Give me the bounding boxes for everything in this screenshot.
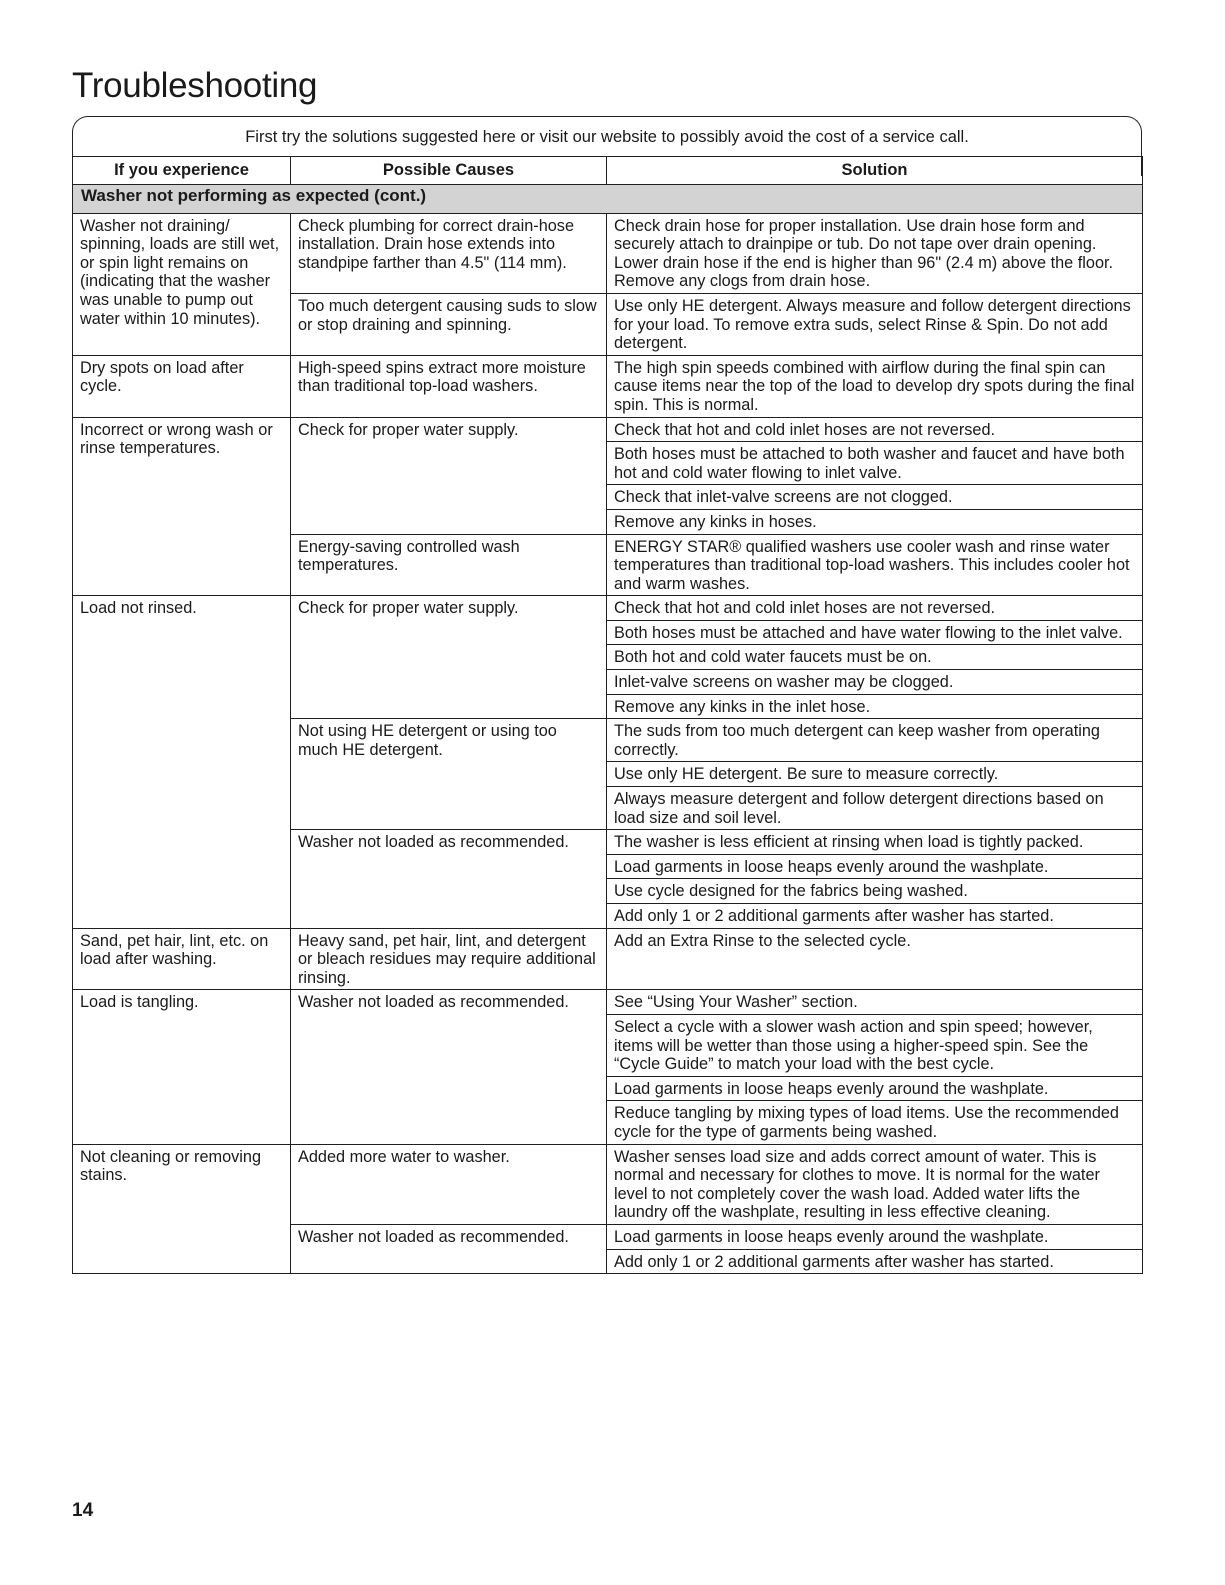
section-title: Washer not performing as expected (cont.) [73,184,1143,213]
experience-cell: Not cleaning or removing stains. [73,1144,291,1274]
cause-cell: Too much detergent causing suds to slow or stop draining and spinning. [291,293,607,355]
experience-cell: Sand, pet hair, lint, etc. on load after washing. [73,928,291,990]
solution-cell: Load garments in loose heaps evenly around the washplate. [607,854,1143,879]
table-row [73,1144,1143,1224]
cause-cell: Not using HE detergent or using too much HE detergent. [291,719,607,830]
cause-cell: Energy-saving controlled wash temperatures. [291,534,607,596]
solution-cell: Add only 1 or 2 additional garments after washer has started. [607,1249,1143,1274]
solution-cell: Washer senses load size and adds correct amount of water. This is normal and necessary for clothes to move. It is normal for the water level to not completely cover the wash load. Added water lifts the laundry off the washplate, resulting in less effective cleaning. [607,1144,1143,1224]
solution-cell: See “Using Your Washer” section. [607,990,1143,1015]
header-row [73,157,1143,185]
solution-cell: Check that hot and cold inlet hoses are not reversed. [607,596,1143,621]
solution-cell: Both hoses must be attached to both washer and faucet and have both hot and cold water flowing to inlet valve. [607,442,1143,485]
cause-cell: Check for proper water supply. [291,417,607,534]
header-causes: Possible Causes [291,157,607,185]
cause-cell: Check plumbing for correct drain-hose installation. Drain hose extends into standpipe farther than 4.5" (114 mm). [291,213,607,293]
solution-cell: Use only HE detergent. Be sure to measure correctly. [607,762,1143,787]
solution-cell: Remove any kinks in the inlet hose. [607,694,1143,719]
cause-cell: Washer not loaded as recommended. [291,1224,607,1273]
cause-cell: Heavy sand, pet hair, lint, and detergent or bleach residues may require additional rinsing. [291,928,607,990]
intro-text: First try the solutions suggested here or visit our website to possibly avoid the cost of a service call. [245,128,969,146]
experience-cell: Load not rinsed. [73,596,291,928]
solution-cell: Add an Extra Rinse to the selected cycle. [607,928,1143,990]
cause-cell: Check for proper water supply. [291,596,607,719]
solution-cell: The washer is less efficient at rinsing when load is tightly packed. [607,830,1143,855]
solution-cell: Both hoses must be attached and have water flowing to the inlet valve. [607,620,1143,645]
experience-cell: Incorrect or wrong wash or rinse temperatures. [73,417,291,596]
cause-cell: High-speed spins extract more moisture than traditional top-load washers. [291,355,607,417]
solution-cell: Load garments in loose heaps evenly around the washplate. [607,1224,1143,1249]
cause-cell: Washer not loaded as recommended. [291,830,607,928]
troubleshooting-table [72,156,1143,1274]
experience-cell: Dry spots on load after cycle. [73,355,291,417]
experience-cell: Washer not draining/ spinning, loads are still wet, or spin light remains on (indicating that the washer was unable to pump out water within 10 minutes). [73,213,291,355]
solution-cell: ENERGY STAR® qualified washers use cooler wash and rinse water temperatures than traditional top-load washers. This includes cooler hot and warm washes. [607,534,1143,596]
solution-cell: Use only HE detergent. Always measure and follow detergent directions for your load. To remove extra suds, select Rinse & Spin. Do not add detergent. [607,293,1143,355]
solution-cell: Use cycle designed for the fabrics being washed. [607,879,1143,904]
table-row [73,990,1143,1015]
cause-cell: Added more water to washer. [291,1144,607,1224]
table-row [73,596,1143,621]
solution-cell: Remove any kinks in hoses. [607,509,1143,534]
solution-cell: Reduce tangling by mixing types of load items. Use the recommended cycle for the type of garments being washed. [607,1101,1143,1144]
solution-cell: Always measure detergent and follow detergent directions based on load size and soil level. [607,787,1143,830]
solution-cell: The suds from too much detergent can keep washer from operating correctly. [607,719,1143,762]
experience-cell: Load is tangling. [73,990,291,1144]
solution-cell: Both hot and cold water faucets must be on. [607,645,1143,670]
header-solution: Solution [607,157,1143,185]
table-row [73,928,1143,990]
solution-cell: Check drain hose for proper installation. Use drain hose form and securely attach to drainpipe or tub. Do not tape over drain opening. Lower drain hose if the end is higher than 96" (2.4 m) above the floor. Remove any clogs from drain hose. [607,213,1143,293]
header-experience: If you experience [73,157,291,185]
page-number: 14 [72,1500,94,1521]
solution-cell: Load garments in loose heaps evenly around the washplate. [607,1076,1143,1101]
section-row [73,184,1143,213]
solution-cell: Check that inlet-valve screens are not clogged. [607,485,1143,510]
page-title: Troubleshooting [72,66,318,105]
solution-cell: Add only 1 or 2 additional garments after washer has started. [607,904,1143,929]
solution-cell: The high spin speeds combined with airflow during the final spin can cause items near the top of the load to develop dry spots during the final spin. This is normal. [607,355,1143,417]
solution-cell: Inlet-valve screens on washer may be clogged. [607,670,1143,695]
table-row [73,417,1143,442]
solution-cell: Select a cycle with a slower wash action and spin speed; however, items will be wetter than those using a higher-speed spin. See the “Cycle Guide” to match your load with the best cycle. [607,1014,1143,1076]
cause-cell: Washer not loaded as recommended. [291,990,607,1144]
solution-cell: Check that hot and cold inlet hoses are not reversed. [607,417,1143,442]
table-row [73,213,1143,293]
table-row [73,355,1143,417]
